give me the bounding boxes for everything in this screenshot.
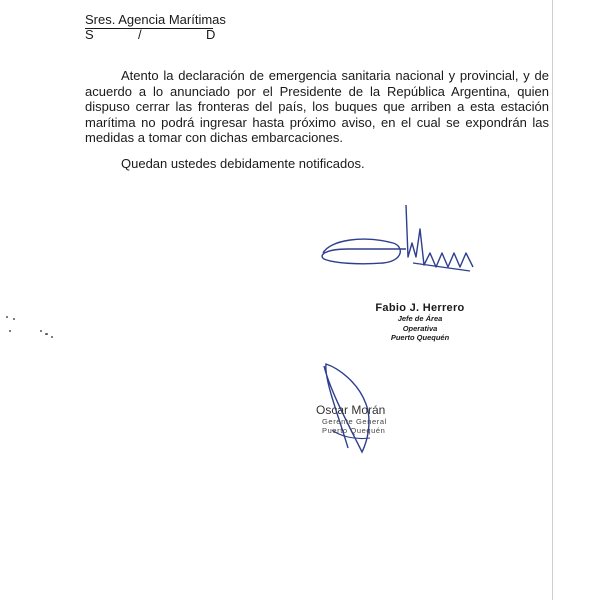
signatory2-name: Oscar Morán bbox=[316, 403, 386, 417]
closing-line: Quedan ustedes debidamente notificados. bbox=[121, 156, 365, 171]
page-edge-divider bbox=[552, 0, 553, 600]
salutation-abbreviation bbox=[85, 27, 216, 42]
signatory1-title: Puerto Quequén bbox=[390, 333, 450, 342]
scan-speck bbox=[6, 316, 8, 318]
signatory2-title: Puerto Quequén bbox=[322, 426, 386, 435]
salutation-s: S bbox=[85, 27, 94, 42]
signatory1-name: Fabio J. Herrero bbox=[375, 302, 465, 314]
body-paragraph: Atento la declaración de emergencia sanitaria nacional y provincial, y de acuerdo a lo anunciado por el Presidente de la República Argentina, quien dispuso cerrar las fronteras del país, los buques que arriben a esta estación marítima no podrá ingresar hasta próximo aviso, en el cual se expondrán las medidas a tomar con dichas embarcaciones. bbox=[85, 68, 549, 145]
recipient-line: Sres. Agencia Marítimas bbox=[85, 12, 226, 27]
stamp-herrero bbox=[360, 302, 480, 343]
scan-speck bbox=[13, 318, 15, 320]
stamp-moran bbox=[316, 403, 406, 435]
salutation-d: D bbox=[206, 27, 216, 42]
signature-herrero bbox=[318, 205, 478, 280]
signatory2-title: Gerente General bbox=[322, 417, 387, 426]
scan-speck bbox=[40, 330, 42, 332]
signatory1-title: Jefe de Área bbox=[397, 314, 443, 323]
scan-speck bbox=[51, 336, 53, 338]
signatory1-title: Operativa bbox=[402, 323, 438, 333]
scan-speck bbox=[9, 330, 11, 332]
scan-speck bbox=[45, 333, 48, 335]
salutation-slash: / bbox=[138, 27, 142, 42]
